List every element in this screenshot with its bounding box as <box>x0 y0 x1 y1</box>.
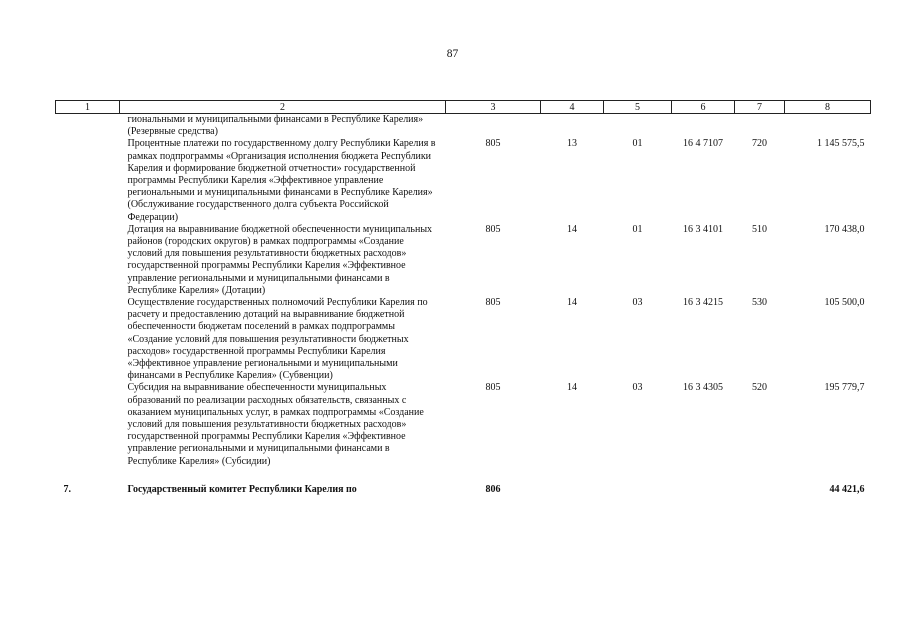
column-header-3: 3 <box>446 101 541 114</box>
section-name: Государственный комитет Республики Карелия по <box>127 483 357 495</box>
section-total-row <box>56 468 871 496</box>
table-row <box>56 224 871 297</box>
row-col6: 16 4 7107 <box>683 138 723 150</box>
column-header-2: 2 <box>120 101 446 114</box>
row-col3: 805 <box>485 138 501 150</box>
table-row <box>56 382 871 467</box>
row-col8: 105 500,0 <box>824 297 865 309</box>
row-col5: 01 <box>632 223 643 235</box>
row-col7: 520 <box>752 382 767 394</box>
table-row <box>56 138 871 223</box>
section-col8: 44 421,6 <box>829 483 865 495</box>
row-col5: 03 <box>632 382 643 394</box>
continuation-row <box>56 114 871 139</box>
column-header-7: 7 <box>735 101 785 114</box>
row-col6: 16 3 4215 <box>683 297 723 309</box>
column-header-4: 4 <box>541 101 604 114</box>
row-name: Процентные платежи по государственному долгу Республики Карелия в рамках подпрограммы «Организация исполнения бюджета Республики Карелия и формирование бюджетной отчетности» государственной программы Республики Карелия «Эффективное управление региональными и муниципальными финансами в Республике Карелия» (Обслуживание государственного долга субъекта Российской Федерации) <box>127 138 436 223</box>
row-col3: 805 <box>485 297 501 309</box>
row-name: Субсидия на выравнивание обеспеченности муниципальных образований по реализации расходных обязательств, связанных с оказанием муниципальных услуг, в рамках подпрограммы «Создание условий для повышения результативности бюджетных расходов» государственной программы Республики Карелия «Эффективное управление региональными и муниципальными финансами в Республике Карелия» (Субсидии) <box>127 382 424 467</box>
row-name: Осуществление государственных полномочий Республики Карелия по расчету и предоставлению дотаций на выравнивание бюджетной обеспеченности бюджетам поселений в рамках подпрограммы «Создание условий для повышения результативности бюджетных расходов» государственной программы Республики Карелия «Эффективное управление региональными и муниципальными финансами в Республике Карелия» (Субвенции) <box>127 297 428 382</box>
row-col4: 14 <box>567 223 577 235</box>
row-col6: 16 3 4305 <box>683 382 723 394</box>
section-index: 7. <box>63 483 71 495</box>
row-col8: 170 438,0 <box>824 223 865 235</box>
page-number: 87 <box>446 48 459 60</box>
row-col5: 01 <box>632 138 643 150</box>
row-name: Дотация на выравнивание бюджетной обеспеченности муниципальных районов (городских округов) в рамках подпрограммы «Создание условий для повышения результативности бюджетных расходов» государственной программы Республики Карелия «Эффективное управление региональными и муниципальными финансами в Республике Карелия» (Дотации) <box>127 223 433 296</box>
row-col4: 14 <box>567 382 577 394</box>
row-col4: 14 <box>567 297 577 309</box>
row-col7: 720 <box>752 138 767 150</box>
budget-table <box>55 100 871 496</box>
row-col8: 1 145 575,5 <box>817 138 865 150</box>
row-col3: 805 <box>485 223 501 235</box>
row-col8: 195 779,7 <box>824 382 865 394</box>
row-col3: 805 <box>485 382 501 394</box>
table-row <box>56 297 871 382</box>
row-col4: 13 <box>567 138 577 150</box>
row-col6: 16 3 4101 <box>683 223 723 235</box>
column-header-5: 5 <box>604 101 672 114</box>
row-col7: 530 <box>752 297 767 309</box>
section-col3: 806 <box>485 483 501 495</box>
continuation-text: гиональными и муниципальными финансами в Республике Карелия» (Резервные средства) <box>127 114 424 138</box>
row-col5: 03 <box>632 297 643 309</box>
column-header-6: 6 <box>672 101 735 114</box>
row-col7: 510 <box>752 223 767 235</box>
column-header-8: 8 <box>785 101 871 114</box>
column-header-1: 1 <box>56 101 120 114</box>
column-number-header <box>56 101 871 114</box>
